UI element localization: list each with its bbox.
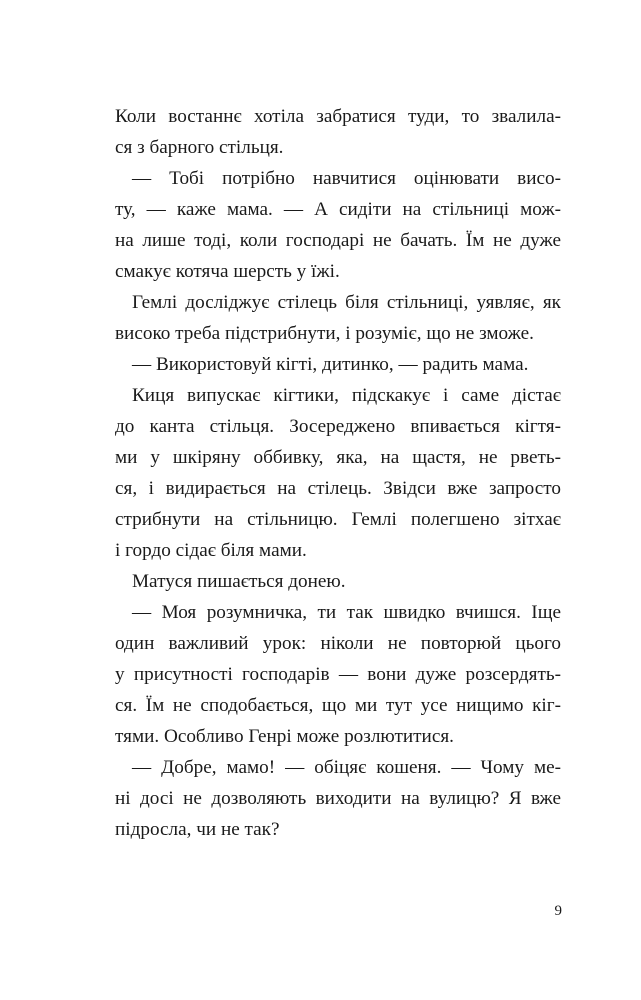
text-line: — Добре, мамо! — обіцяє кошеня. — Чому ме- xyxy=(132,757,561,778)
text-line: підросла, чи не так? xyxy=(115,819,280,840)
text-line: один важливий урок: ніколи не повторюй цього xyxy=(115,633,561,654)
text-line: — Використовуй кігті, дитинко, — радить мама. xyxy=(132,354,529,375)
text-line: ми у шкіряну оббивку, яка, на щастя, не рветь- xyxy=(115,447,561,468)
text-line: високо треба підстрибнути, і розуміє, що не зможе. xyxy=(115,323,534,344)
text-line: до канта стільця. Зосереджено впивається кігтя- xyxy=(115,416,561,437)
text-line: Киця випускає кігтики, підскакує і саме дістає xyxy=(132,385,561,406)
text-line: смакує котяча шерсть у їжі. xyxy=(115,261,340,282)
text-line: ту, — каже мама. — А сидіти на стільниці мож- xyxy=(115,199,561,220)
text-line: Гемлі досліджує стілець біля стільниці, уявляє, як xyxy=(132,292,561,313)
body-text xyxy=(115,101,561,845)
text-line: Матуся пишається донею. xyxy=(132,571,346,592)
text-line: і гордо сідає біля мами. xyxy=(115,540,307,561)
text-line: тями. Особливо Генрі може розлютитися. xyxy=(115,726,454,747)
text-line: на лише тоді, коли господарі не бачать. Їм не дуже xyxy=(115,230,561,251)
text-line: ся, і видирається на стілець. Звідси вже запросто xyxy=(115,478,561,499)
text-line: стрибнути на стільницю. Гемлі полегшено зітхає xyxy=(115,509,561,530)
page-number: 9 xyxy=(554,903,562,919)
text-line: — Тобі потрібно навчитися оцінювати висо- xyxy=(132,168,561,189)
text-line: ся. Їм не сподобається, що ми тут усе нищимо кіг- xyxy=(115,695,561,716)
text-line: ні досі не дозволяють виходити на вулицю? Я вже xyxy=(115,788,561,809)
text-line: у присутності господарів — вони дуже розсердять- xyxy=(115,664,561,685)
text-line: ся з барного стільця. xyxy=(115,137,284,158)
text-line: — Моя розумничка, ти так швидко вчишся. Іще xyxy=(132,602,561,623)
text-line: Коли востаннє хотіла забратися туди, то звалила- xyxy=(115,106,561,127)
